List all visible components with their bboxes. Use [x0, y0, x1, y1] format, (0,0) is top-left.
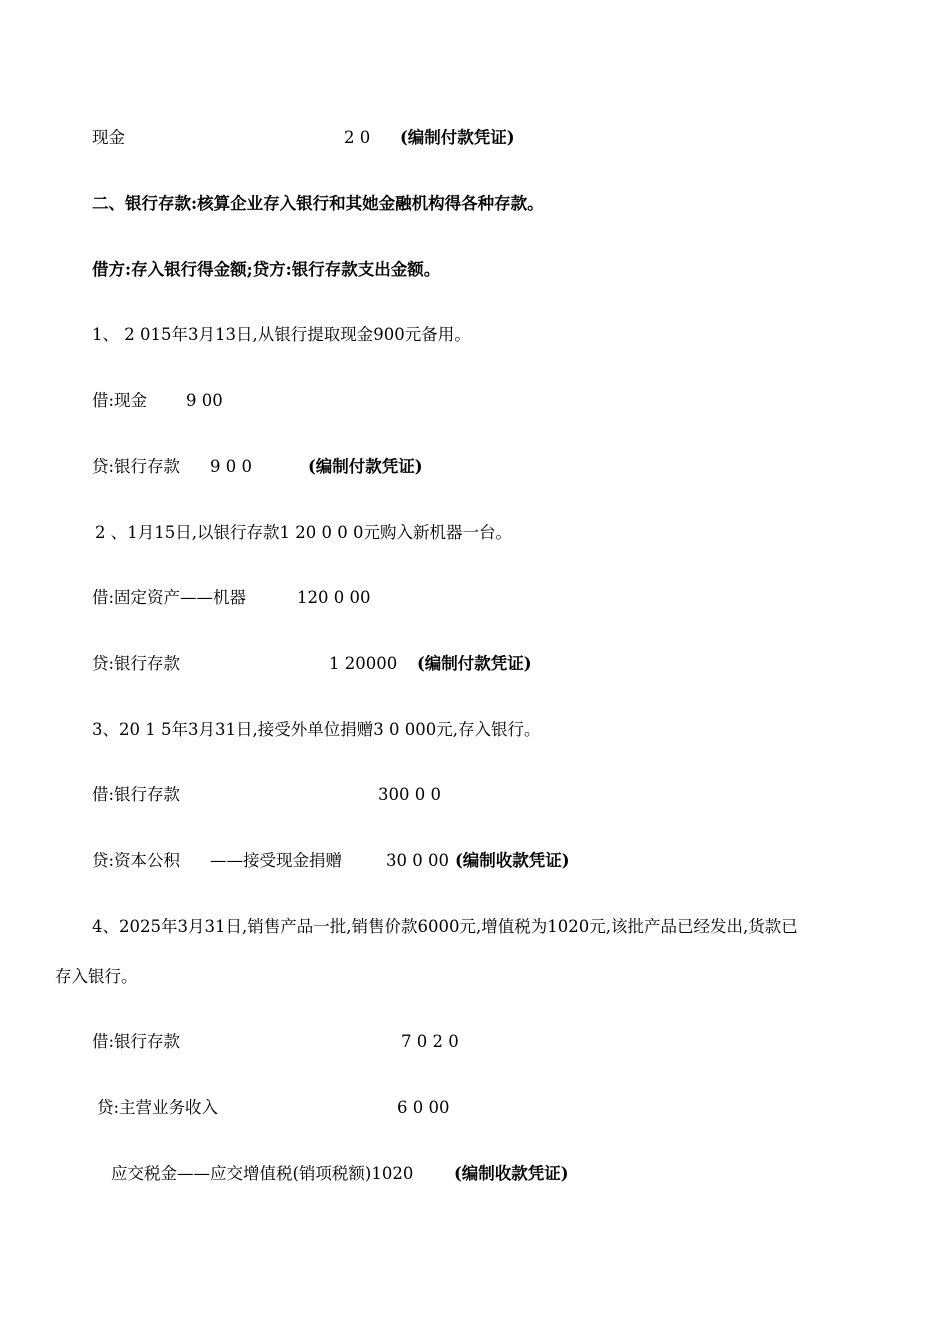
example-3-debit [0, 780, 441, 810]
amount: 9 0 0 [210, 457, 252, 476]
account-name: 贷:主营业务收入 [97, 1098, 219, 1117]
voucher-note: (编制付款凭证) [417, 654, 532, 673]
account-name: 贷:银行存款 [92, 457, 181, 476]
amount: 300 0 0 [378, 785, 441, 804]
voucher-note: (编制付款凭证) [400, 128, 515, 147]
text-line-1 [0, 123, 515, 153]
example-4-credit-2 [0, 1159, 569, 1189]
example-4-credit-1 [0, 1093, 450, 1123]
voucher-note: (编制付款凭证) [308, 457, 423, 476]
example-4-description-cont [0, 962, 138, 992]
example-1-credit [0, 452, 423, 482]
heading-text: 二、银行存款:核算企业存入银行和其她金融机构得各种存款。 [92, 194, 544, 213]
account-name: 贷:资本公积 [92, 851, 181, 870]
example-2-description [0, 518, 512, 548]
debit-credit-rule [0, 255, 441, 285]
example-2-credit [0, 649, 532, 679]
example-3-credit [0, 846, 570, 876]
account-name: 应交税金——应交增值税(销项税额)1020 [111, 1164, 414, 1183]
account-name: 现金 [92, 128, 125, 147]
description-text: 4、2025年3月31日,销售产品一批,销售价款6000元,增值税为1020元,该批产品已经发出,货款已 [92, 917, 798, 936]
account-name: 借:现金 [92, 391, 148, 410]
account-name: 借:固定资产——机器 [92, 588, 247, 607]
amount: 2 0 [344, 128, 371, 147]
description-text: 1、 2 015年3月13日,从银行提取现金900元备用。 [92, 325, 471, 344]
amount: 1 20000 [329, 654, 398, 673]
voucher-note: (编制收款凭证) [454, 1164, 569, 1183]
account-name: 借:银行存款 [92, 1032, 181, 1051]
amount: 30 0 00 [386, 851, 449, 870]
amount: 120 0 00 [297, 588, 371, 607]
amount: 7 0 2 0 [401, 1032, 459, 1051]
account-name: 借:银行存款 [92, 785, 181, 804]
example-4-description [0, 912, 798, 942]
amount: 9 00 [186, 391, 223, 410]
section-heading [0, 189, 544, 219]
sub-account: ——接受现金捐赠 [210, 851, 342, 870]
rule-text: 借方:存入银行得金额;贷方:银行存款支出金额。 [92, 260, 441, 279]
amount: 6 0 00 [397, 1098, 450, 1117]
example-2-debit [0, 583, 371, 613]
description-text: 存入银行。 [55, 967, 138, 986]
example-1-debit [0, 386, 223, 416]
account-name: 贷:银行存款 [92, 654, 181, 673]
example-4-debit [0, 1027, 459, 1057]
example-1-description [0, 320, 471, 350]
description-text: 2 、1月15日,以银行存款1 20 0 0 0元购入新机器一台。 [95, 523, 512, 542]
voucher-note: (编制收款凭证) [455, 851, 570, 870]
description-text: 3、20 1 5年3月31日,接受外单位捐赠3 0 000元,存入银行。 [92, 720, 541, 739]
example-3-description [0, 715, 541, 745]
